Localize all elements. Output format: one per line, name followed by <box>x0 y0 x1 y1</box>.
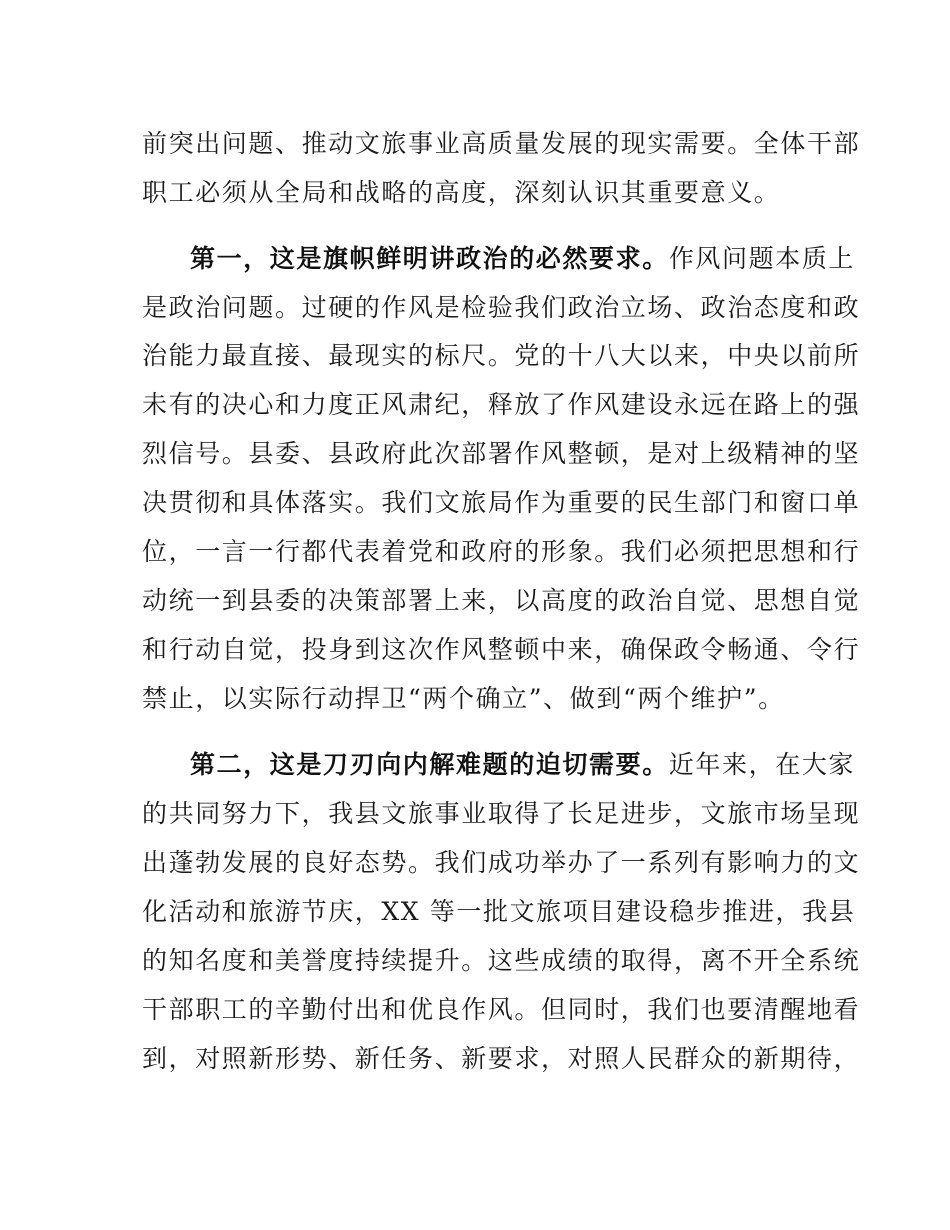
p1-line-9: 和行动自觉，投身到这次作风整顿中来，确保政令畅通、令行 <box>142 635 861 664</box>
p2-line-2: 的共同努力下，我县文旅事业取得了长足进步，文旅市场呈现 <box>142 799 861 828</box>
p1-line-7: 位，一言一行都代表着党和政府的形象。我们必须把思想和行 <box>142 537 861 566</box>
p1-line-2: 是政治问题。过硬的作风是检验我们政治立场、政治态度和政 <box>142 293 861 322</box>
p2-first-line <box>190 743 856 787</box>
p1-heading: 第一，这是旗帜鲜明讲政治的必然要求。 <box>190 244 669 273</box>
p2-line-6: 干部职工的辛勤付出和优良作风。但同时，我们也要清醒地看 <box>142 995 861 1024</box>
p1-line-8: 动统一到县委的决策部署上来，以高度的政治自觉、思想自觉 <box>142 586 861 615</box>
p2-line-4: 化活动和旅游节庆，XX 等一批文旅项目建设稳步推进，我县 <box>142 897 856 926</box>
p1-line-6: 决贯彻和具体落实。我们文旅局作为重要的民生部门和窗口单 <box>142 488 861 517</box>
p1-line-4: 未有的决心和力度正风肃纪，释放了作风建设永远在路上的强 <box>142 390 861 419</box>
intro-line-1: 前突出问题、推动文旅事业高质量发展的现实需要。全体干部 <box>142 129 861 158</box>
p2-line-3: 出蓬勃发展的良好态势。我们成功举办了一系列有影响力的文 <box>142 848 861 877</box>
p2-line-5: 的知名度和美誉度持续提升。这些成绩的取得，离不开全系统 <box>142 946 861 975</box>
p1-line-3: 治能力最直接、最现实的标尺。党的十八大以来，中央以前所 <box>142 341 861 370</box>
intro-line-2: 职工必须从全局和战略的高度，深刻认识其重要意义。 <box>142 178 781 207</box>
p1-line-5: 烈信号。县委、县政府此次部署作风整顿，是对上级精神的坚 <box>142 439 861 468</box>
p1-first-line <box>190 237 856 281</box>
p1-line-10: 禁止，以实际行动捍卫“两个确立”、做到“两个维护”。 <box>142 684 785 713</box>
p2-line-7: 到，对照新形势、新任务、新要求，对照人民群众的新期待， <box>142 1044 861 1073</box>
p2-first-rest: 近年来，在大家 <box>668 750 856 779</box>
p1-first-rest: 作风问题本质上 <box>668 244 856 273</box>
p2-heading: 第二，这是刀刃向内解难题的迫切需要。 <box>190 750 669 779</box>
